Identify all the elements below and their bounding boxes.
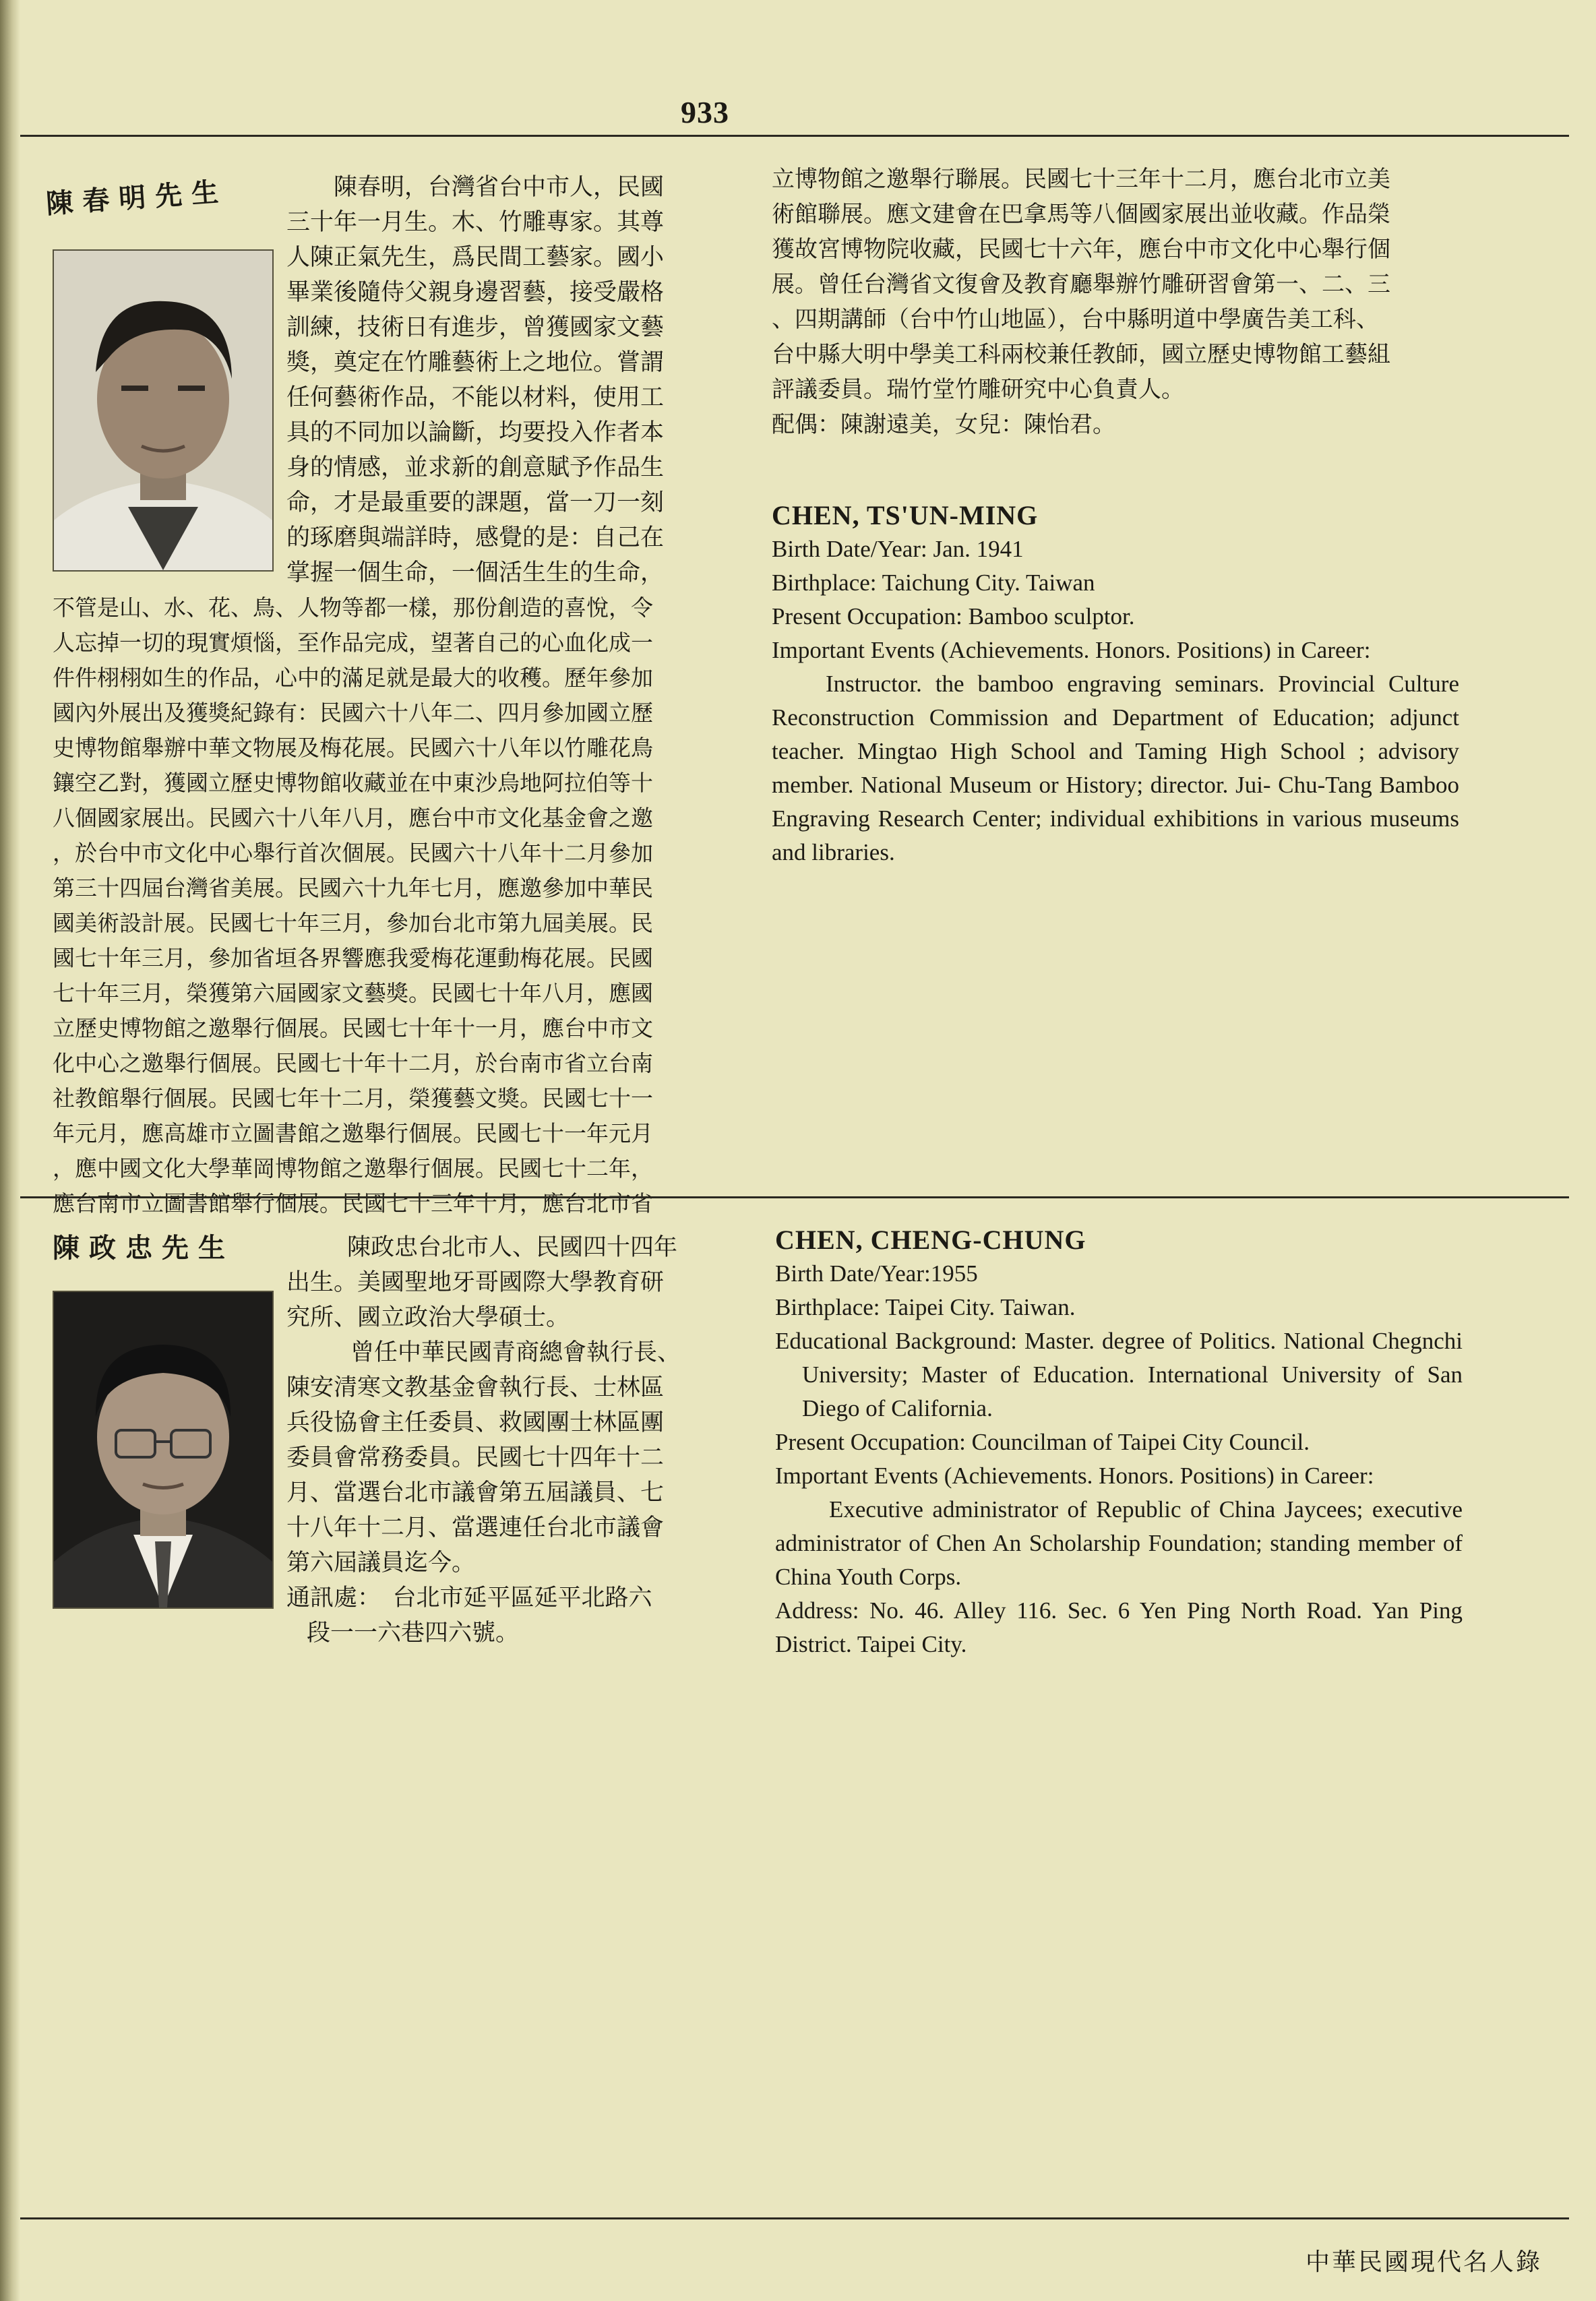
entry1-bio-zh-line: 任何藝術作品，不能以材料，使用工 [286, 384, 665, 411]
entry2-events-text: Executive administrator of Republic of China Jaycees; executive administrator of Chen An Scholarship Foundation; standing member of China Youth Corps. [775, 1496, 1463, 1590]
entry1-bio-zh-line: 八個國家展出。民國六十八年八月，應台中市文化基金會之邀 [53, 805, 653, 831]
entry2-bio-zh-line: 十八年十二月、當選連任台北市議會 [286, 1514, 665, 1541]
entry1-occupation: Present Occupation: Bamboo sculptor. [772, 603, 1135, 630]
footer-rule [20, 2217, 1569, 2219]
entry2-name-en: CHEN, CHENG-CHUNG [775, 1225, 1086, 1255]
entry2-bio-zh-line: 委員會常務委員。民國七十四年十二 [286, 1444, 665, 1471]
entry2-bio-zh-line: 月、當選台北市議會第五屆議員、七 [286, 1479, 665, 1506]
entry1-bio-zh-wide [53, 590, 720, 1221]
entry1-bio-zh-line: 年元月，應高雄市立圖書館之邀舉行個展。民國七十一年元月 [53, 1120, 653, 1146]
entry2-education: Educational Background: Master. degree of Politics. National Chegnchi University; Master of Education. International University of San Diego of California. [775, 1328, 1463, 1421]
footer-book-title: 中華民國現代名人錄 [1305, 2248, 1542, 2276]
entry2-events-label: Important Events (Achievements. Honors. Positions) in Career: [775, 1463, 1374, 1489]
entry1-bio-zh-wrap [286, 170, 708, 590]
entry1-name-zh: 陳春明先生 [44, 176, 229, 220]
entry1-bio-zh-line: 國七十年三月，參加省垣各界響應我愛梅花運動梅花展。民國 [53, 945, 653, 971]
entry-divider-rule [20, 1196, 1569, 1198]
entry1-bio-zh-line: 七十年三月，榮獲第六屆國家文藝獎。民國七十年八月，應國 [53, 980, 653, 1006]
page-number: 933 [681, 95, 729, 129]
entry1-bio-zh-line: 國美術設計展。民國七十年三月，參加台北市第九屆美展。民 [53, 910, 653, 936]
entry2-occupation: Present Occupation: Councilman of Taipei City Council. [775, 1429, 1310, 1455]
entry1-birthplace: Birthplace: Taichung City. Taiwan [772, 570, 1095, 596]
entry2-bio-zh-line: 第六屆議員迄今。 [286, 1550, 476, 1576]
entry1-english-section [772, 499, 1459, 869]
entry1-bio-zh-cont-line: 展。曾任台灣省文復會及教育廳舉辦竹雕研習會第一、二、三 [772, 271, 1390, 298]
entry1-bio-zh-line: ，應中國文化大學華岡博物館之邀舉行個展。民國七十二年， [53, 1155, 653, 1182]
entry2-bio-zh-line: 出生。美國聖地牙哥國際大學教育研 [286, 1269, 665, 1296]
entry1-bio-zh-cont-line: 配偶：陳謝遠美，女兒：陳怡君。 [772, 411, 1115, 438]
entry1-bio-zh-line: 掌握一個生命，一個活生生的生命， [286, 559, 665, 586]
entry1-bio-zh-line: 獎，奠定在竹雕藝術上之地位。嘗謂 [286, 349, 665, 376]
entry1-bio-zh-line: 應台南市立圖書館舉行個展。民國七十三年十月，應台北市省 [53, 1190, 653, 1217]
entry1-bio-zh-line: 件件栩栩如生的作品，心中的滿足就是最大的收穫。歷年參加 [53, 665, 653, 691]
entry2-birth-date: Birth Date/Year:1955 [775, 1260, 978, 1287]
entry2-name-zh: 陳政忠先生 [53, 1233, 235, 1264]
entry1-bio-zh-line: 立歷史博物館之邀舉行個展。民國七十年十一月，應台中市文 [53, 1015, 653, 1041]
entry1-bio-zh-cont-line: 立博物館之邀舉行聯展。民國七十三年十二月，應台北市立美 [772, 166, 1390, 193]
entry2-bio-zh [286, 1230, 718, 1651]
entry1-bio-zh-line: 第三十四屆台灣省美展。民國六十九年七月，應邀參加中華民 [53, 875, 653, 901]
header-rule [20, 135, 1569, 137]
entry1-bio-zh-line: 命，才是最重要的課題，當一刀一刻 [286, 489, 665, 516]
entry1-birth-date: Birth Date/Year: Jan. 1941 [772, 536, 1024, 562]
entry1-bio-zh-cont-line: 、四期講師（台中竹山地區），台中縣明道中學廣告美工科、 [772, 306, 1379, 333]
entry2-bio-zh-line: 陳政忠台北市人、民國四十四年 [347, 1234, 678, 1261]
entry1-bio-zh-line: 畢業後隨侍父親身邊習藝，接受嚴格 [286, 279, 665, 306]
entry2-english-section [775, 1223, 1463, 1661]
entry2-bio-zh-line: 段一一六巷四六號。 [307, 1620, 520, 1647]
entry1-events-text: Instructor. the bamboo engraving seminars. Provincial Culture Reconstruction Commission and Department of Education; adjunct teacher. Mingtao High School and Taming High School ; advisory member. National Museum or History; director. Jui- Chu-Tang Bamboo Engraving Research Center; individual exhibitions in various museums and libraries. [772, 671, 1459, 865]
entry1-name-en: CHEN, TS'UN-MING [772, 500, 1039, 530]
entry2-portrait-photo [53, 1291, 274, 1609]
entry2-bio-zh-line: 兵役協會主任委員、救國團士林區團 [286, 1409, 665, 1436]
entry1-bio-zh-line: 人陳正氣先生，爲民間工藝家。國小 [286, 244, 665, 271]
entry1-bio-zh-line: 人忘掉一切的現實煩惱，至作品完成，望著自己的心血化成一 [53, 630, 653, 656]
entry1-events-label: Important Events (Achievements. Honors. Positions) in Career: [772, 637, 1371, 663]
entry1-bio-zh-line: 具的不同加以論斷，均要投入作者本 [286, 419, 665, 446]
entry2-bio-zh-line: 曾任中華民國青商總會執行長、 [327, 1339, 681, 1366]
entry1-bio-zh-line: ，於台中市文化中心舉行首次個展。民國六十八年十二月參加 [53, 840, 653, 866]
entry1-bio-zh-line: 社教館舉行個展。民國七年十二月，榮獲藝文獎。民國七十一 [53, 1085, 653, 1111]
entry1-bio-zh-line: 訓練，技術日有進步，曾獲國家文藝 [286, 314, 665, 341]
entry1-bio-zh-line: 身的情感，並求新的創意賦予作品生 [286, 454, 665, 481]
entry2-bio-zh-line: 通訊處： 台北市延平區延平北路六 [286, 1585, 652, 1612]
entry2-bio-zh-line: 究所、國立政治大學碩士。 [286, 1304, 570, 1331]
entry1-bio-zh-continued [772, 162, 1466, 442]
entry1-bio-zh-line: 化中心之邀舉行個展。民國七十年十二月，於台南市省立台南 [53, 1050, 653, 1076]
entry1-bio-zh-line: 的琢磨與端詳時，感覺的是：自己在 [286, 524, 665, 551]
entry1-bio-zh-cont-line: 台中縣大明中學美工科兩校兼任教師，國立歷史博物館工藝組 [772, 341, 1390, 368]
entry1-bio-zh-cont-line: 評議委員。瑞竹堂竹雕研究中心負責人。 [772, 376, 1184, 403]
entry1-bio-zh-line: 三十年一月生。木、竹雕專家。其尊 [286, 209, 665, 236]
entry1-bio-zh-line: 史博物館舉辦中華文物展及梅花展。民國六十八年以竹雕花鳥 [53, 735, 653, 761]
entry1-bio-zh-line: 不管是山、水、花、鳥、人物等都一樣，那份創造的喜悅，令 [53, 594, 653, 621]
entry1-bio-zh-cont-line: 獲故宮博物院收藏，民國七十六年，應台中市文化中心舉行個 [772, 236, 1390, 263]
entry1-bio-zh-line: 鑲空乙對，獲國立歷史博物館收藏並在中東沙烏地阿拉伯等十 [53, 770, 653, 796]
entry1-portrait-photo [53, 249, 274, 572]
page-binding-edge [0, 0, 20, 2301]
entry1-bio-zh-line: 陳春明，台灣省台中市人，民國 [334, 174, 665, 201]
entry2-bio-zh-line: 陳安清寒文教基金會執行長、士林區 [286, 1374, 665, 1401]
entry2-birthplace: Birthplace: Taipei City. Taiwan. [775, 1294, 1076, 1320]
entry2-address: Address: No. 46. Alley 116. Sec. 6 Yen Ping North Road. Yan Ping District. Taipei City. [775, 1597, 1463, 1657]
entry1-bio-zh-cont-line: 術館聯展。應文建會在巴拿馬等八個國家展出並收藏。作品榮 [772, 201, 1390, 228]
entry1-bio-zh-line: 國內外展出及獲獎紀錄有：民國六十八年二、四月參加國立歷 [53, 700, 653, 726]
